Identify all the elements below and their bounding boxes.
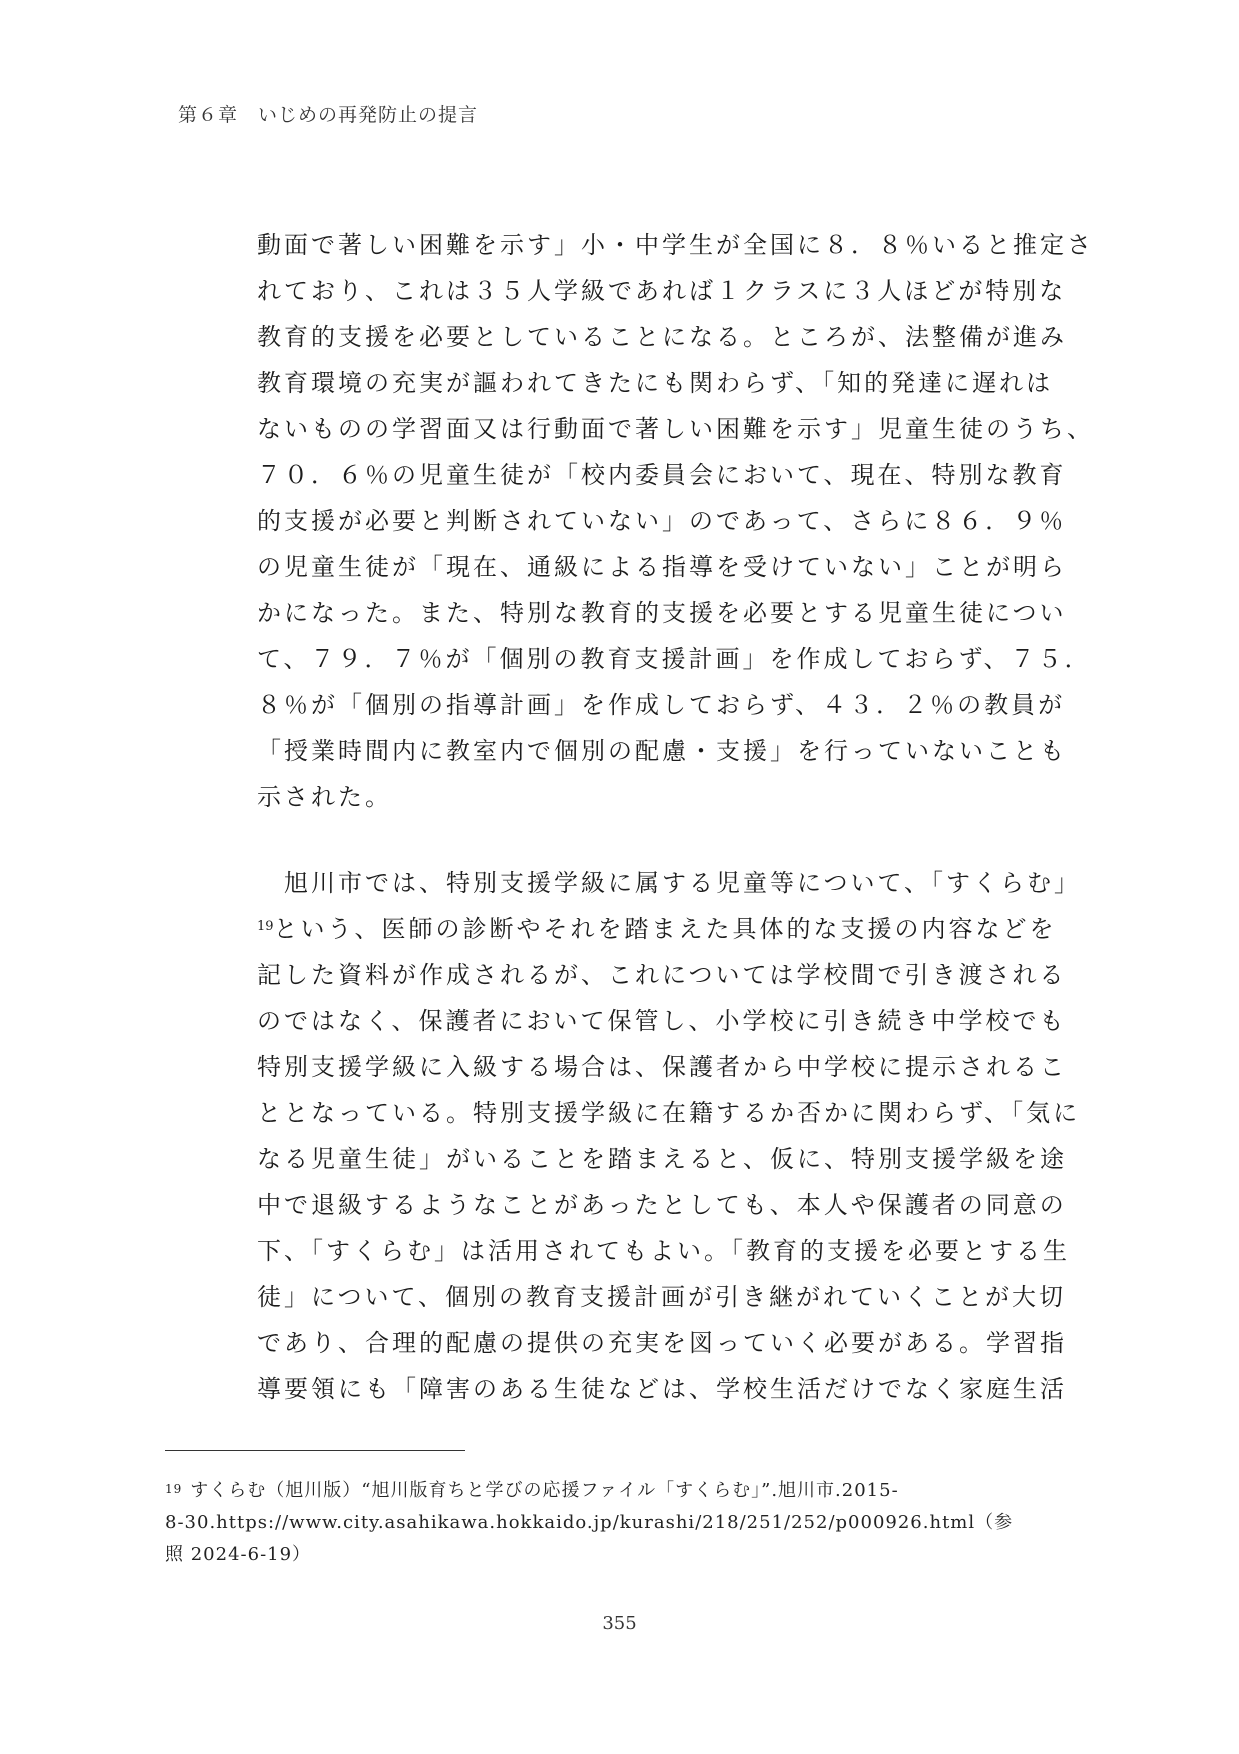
footnote-line: 照 2024-6-19） — [165, 1544, 312, 1565]
footnote-line — [165, 1475, 1065, 1507]
text-line: 示された。 — [257, 783, 392, 811]
text-line: なる児童生徒」がいることを踏まえると、仮に、特別支援学級を途 — [257, 1145, 1067, 1173]
paragraph-2 — [257, 860, 1082, 1412]
footnote-text: すくらむ（旭川版）“旭川版育ちと学びの応援ファイル「すくらむ」”.旭川市.2015- — [190, 1480, 899, 1501]
text-line: ８％が「個別の指導計画」を作成しておらず、４３．２％の教員が — [257, 691, 1066, 719]
text-line-content: という、医師の診断やそれを踏まえた具体的な支援の内容などを — [273, 915, 1057, 943]
text-line-content: 旭川市では、特別支援学級に属する児童等について、「すくらむ」 — [284, 869, 1082, 897]
running-header: 第６章 いじめの再発防止の提言 — [178, 104, 479, 126]
text-line: のではなく、保護者において保管し、小学校に引き続き中学校でも — [257, 1007, 1067, 1035]
footnote-19 — [165, 1475, 1065, 1571]
text-line: て、７９．７％が「個別の教育支援計画」を作成しておらず、７５． — [257, 645, 1092, 673]
text-line: ないものの学習面又は行動面で著しい困難を示す」児童生徒のうち、 — [257, 415, 1094, 443]
footnote-divider — [165, 1450, 465, 1451]
paragraph-1 — [257, 222, 1094, 820]
text-line: であり、合理的配慮の提供の充実を図っていく必要がある。学習指 — [257, 1329, 1067, 1357]
text-line — [257, 906, 1057, 952]
text-line: かになった。また、特別な教育的支援を必要とする児童生徒につい — [257, 599, 1067, 627]
text-line: 教育環境の充実が謳われてきたにも関わらず、「知的発達に遅れは — [257, 369, 1054, 397]
text-line: 中で退級するようなことがあったとしても、本人や保護者の同意の — [257, 1191, 1067, 1219]
text-line: 「授業時間内に教室内で個別の配慮・支援」を行っていないことも — [257, 737, 1067, 765]
text-line: 動面で著しい困難を示す」小・中学生が全国に８．８％いると推定さ — [257, 231, 1094, 259]
text-line: 的支援が必要と判断されていない」のであって、さらに８６．９％ — [257, 507, 1067, 535]
text-line: ととなっている。特別支援学級に在籍するか否かに関わらず、「気に — [257, 1099, 1081, 1127]
footnote-number: 19 — [165, 1482, 183, 1496]
text-line: ７０．６％の児童生徒が「校内委員会において、現在、特別な教育 — [257, 461, 1067, 489]
text-line: 教育的支援を必要としていることになる。ところが、法整備が進み — [257, 323, 1067, 351]
text-line: の児童生徒が「現在、通級による指導を受けていない」ことが明ら — [257, 553, 1067, 581]
text-line: 記した資料が作成されるが、これについては学校間で引き渡される — [257, 961, 1067, 989]
text-line: 下、「すくらむ」は活用されてもよい。「教育的支援を必要とする生 — [257, 1237, 1070, 1265]
page-number: 355 — [602, 1613, 637, 1634]
text-line: 特別支援学級に入級する場合は、保護者から中学校に提示されるこ — [257, 1053, 1067, 1081]
footnote-line[interactable]: 8-30.https://www.city.asahikawa.hokkaido.jp/kurashi/218/251/252/p000926.html（参 — [165, 1512, 1014, 1533]
footnote-reference[interactable]: 19 — [257, 919, 274, 934]
text-line — [257, 860, 1082, 906]
text-line: れており、これは３５人学級であれば１クラスに３人ほどが特別な — [257, 277, 1067, 305]
text-line: 導要領にも「障害のある生徒などは、学校生活だけでなく家庭生活 — [257, 1375, 1067, 1403]
text-line: 徒」について、個別の教育支援計画が引き継がれていくことが大切 — [257, 1283, 1067, 1311]
